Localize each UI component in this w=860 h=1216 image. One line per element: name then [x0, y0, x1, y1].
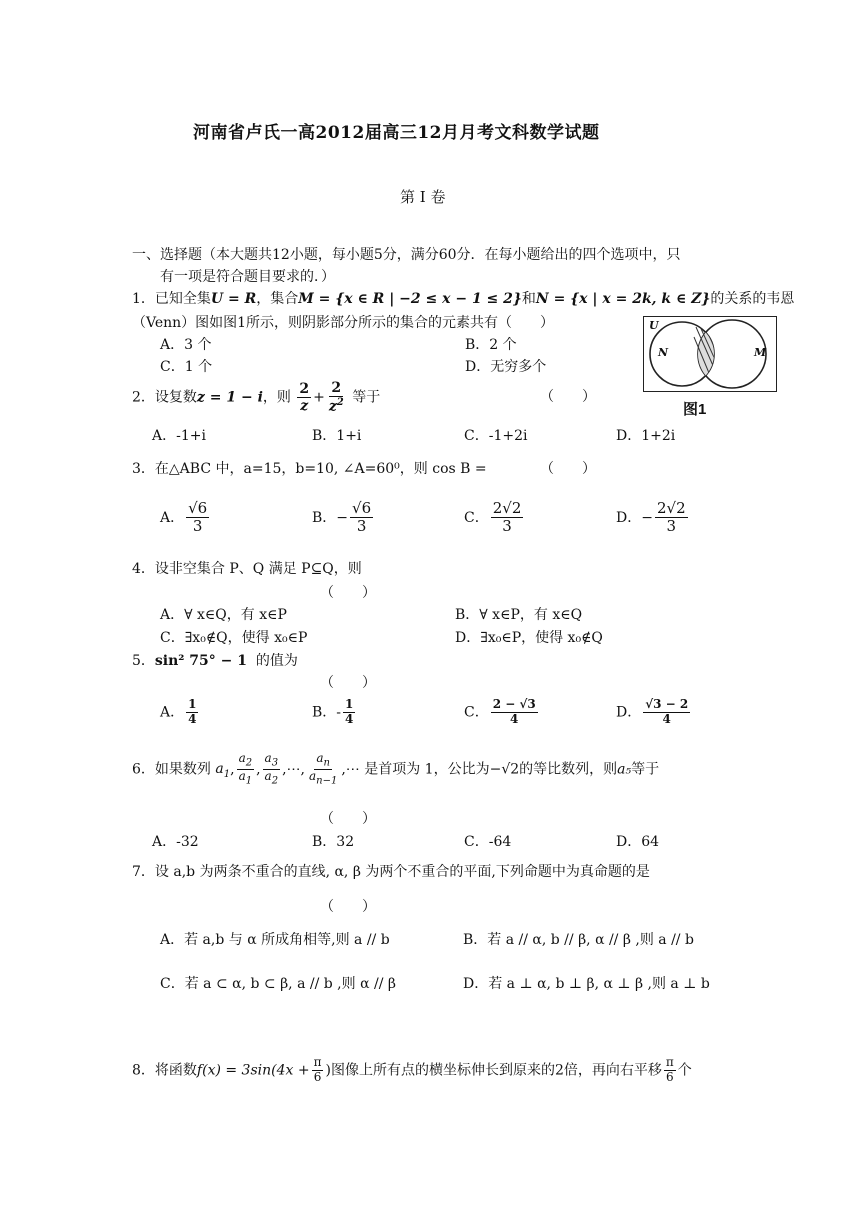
q2-option-b: B．1+i	[312, 428, 362, 444]
q1-option-a: A．3 个	[160, 337, 212, 353]
q6-option-d: D．64	[616, 834, 660, 850]
q3-answer-paren: （ ）	[540, 461, 596, 477]
venn-label-n: N	[658, 346, 669, 359]
q2-option-d: D．1+2i	[616, 428, 676, 444]
q7-option-a: A．若 a,b 与 α 所成角相等,则 a // b	[160, 932, 390, 948]
q2-frac-1: $\frac{2}{z}$	[299, 380, 310, 414]
question-6-stem: 6．如果数列 $a_1$, $\frac{a_2}{a_1}$ , $\frac{a_3}{a_2}$ ,⋯, $\frac{a_n}{a_{n-1}}$ ,⋯ 是首项为 1，公比为−√2的等比数列，则a₅等于	[132, 751, 660, 787]
question-7-stem: 7．设 a,b 为两条不重合的直线, α, β 为两个不重合的平面,下列命题中为真命题的是	[132, 864, 650, 880]
question-1-line2: （Venn）图如图1所示，则阴影部分所示的集合的元素共有（ ）	[132, 315, 555, 331]
q6-option-c: C．-64	[464, 834, 512, 850]
section-header-line1: 一、选择题（本大题共12小题，每小题5分，满分60分．在每小题给出的四个选项中，只	[132, 247, 681, 263]
venn-label-m: M	[754, 346, 767, 359]
q5-answer-paren: （ ）	[320, 675, 376, 691]
q6-ratio: −√2	[489, 761, 520, 778]
q7-option-b: B．若 a // α, b // β, α // β ,则 a // b	[463, 932, 694, 948]
q5-expr: sin² 75° − 1	[154, 653, 248, 669]
q7-option-c: C．若 a ⊂ α, b ⊂ β, a // b ,则 α // β	[160, 976, 396, 992]
question-5-stem: 5．sin² 75° − 1 的值为	[132, 653, 298, 669]
q1-option-b: B．2 个	[465, 337, 517, 353]
q3-option-d: D．− $\frac{2√2}{3}$	[616, 499, 686, 536]
q3-option-b: B．− $\frac{√6}{3}$	[312, 499, 372, 536]
figure-caption: 图1	[683, 401, 707, 418]
q2-frac-2: $\frac{2}{z^2}$	[328, 380, 344, 415]
q5-option-d: D． $\frac{√3 - 2}{4}$	[616, 697, 689, 726]
q4-option-d: D．∃x₀∈P，使得 x₀∉Q	[455, 630, 603, 646]
q4-answer-paren: （ ）	[320, 585, 376, 601]
question-4-stem: 4．设非空集合 P、Q 满足 P⊆Q，则	[132, 561, 362, 577]
q2-option-a: A．-1+i	[152, 428, 206, 444]
q6-answer-paren: （ ）	[320, 811, 376, 827]
volume-heading: 第 Ⅰ 卷	[400, 188, 446, 206]
set-u: U = R	[210, 291, 257, 307]
set-m: M = {x ∈ R | −2 ≤ x − 1 ≤ 2}	[298, 291, 522, 307]
q7-answer-paren: （ ）	[320, 899, 376, 915]
set-n: N = {x | x = 2k, k ∈ Z}	[535, 291, 711, 307]
question-2-stem: 2．设复数z = 1 − i，则 $\frac{2}{z}$ + $\frac{2}{z^2}$ 等于	[132, 380, 381, 415]
q4-option-b: B．∀ x∈P，有 x∈Q	[455, 607, 583, 623]
q4-option-a: A．∀ x∈Q，有 x∈P	[160, 607, 287, 623]
q4-option-c: C．∃x₀∉Q，使得 x₀∈P	[160, 630, 308, 646]
q1-option-c: C．1 个	[160, 359, 213, 375]
page-title: 河南省卢氏一高2012届高三12月月考文科数学试题	[193, 123, 600, 143]
q2-answer-paren: （ ）	[540, 389, 596, 405]
venn-label-u: U	[649, 319, 659, 332]
q2-z: z = 1 − i	[196, 389, 263, 406]
question-3-stem: 3．在△ABC 中，a=15，b=10, ∠A=60⁰，则 cos B =	[132, 461, 487, 477]
q1-option-d: D．无穷多个	[465, 359, 547, 375]
question-8-stem: 8．将函数f(x) = 3sin(4x + $\frac{\pi}{6}$ )图像上所有点的横坐标伸长到原来的2倍，再向右平移 $\frac{\pi}{6}$ 个	[132, 1055, 692, 1084]
question-1-stem: 1．已知全集U = R，集合M = {x ∈ R | −2 ≤ x − 1 ≤ 2}和N = {x | x = 2k, k ∈ Z}的关系的韦恩	[132, 291, 795, 307]
venn-diagram	[643, 316, 777, 392]
q6-option-b: B．32	[312, 834, 355, 850]
q2-option-c: C．-1+2i	[464, 428, 528, 444]
q3-option-a: A． $\frac{√6}{3}$	[160, 499, 208, 536]
q5-option-b: B．- $\frac{1}{4}$	[312, 697, 354, 726]
q5-option-c: C． $\frac{2 - √3}{4}$	[464, 697, 536, 726]
q6-option-a: A．-32	[152, 834, 199, 850]
q7-option-d: D．若 a ⊥ α, b ⊥ β, α ⊥ β ,则 a ⊥ b	[463, 976, 710, 992]
section-header-line2: 有一项是符合题目要求的．）	[160, 269, 335, 285]
q3-option-c: C． $\frac{2√2}{3}$	[464, 499, 522, 536]
q5-option-a: A． $\frac{1}{4}$	[160, 697, 197, 726]
